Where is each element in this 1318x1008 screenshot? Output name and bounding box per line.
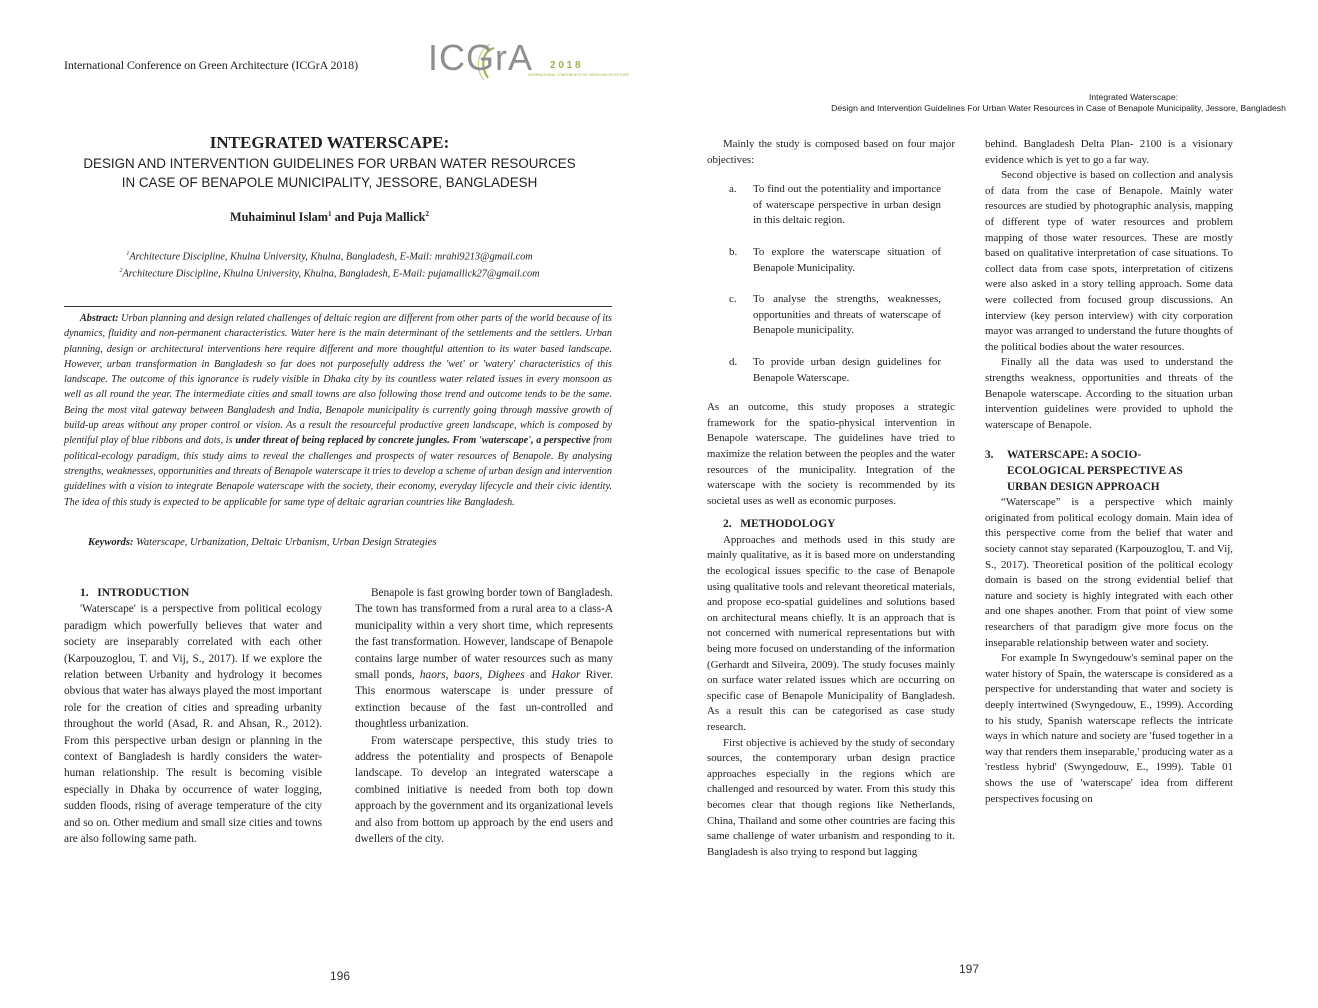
benapole-text-b: River. This enormous waterscape is under pressure of extinction because of the fast un-controlled and thoughtless urbanization. [355,669,613,731]
affiliation-text: Architecture Discipline, Khulna University, Khulna, Bangladesh, E-Mail: pujamallick27@gmail.com [122,268,540,280]
delta-plan-paragraph: behind. Bangladesh Delta Plan- 2100 is a visionary evidence which is yet to go a far way. [985,138,1233,166]
abstract-rule [64,306,612,307]
methodology-paragraph-2: First objective is achieved by the study of secondary sources, the contemporary urban design practice approaches especially in the regions which are challenged and resourced by water. From this study this becomes clear that though regions like Netherlands, China, Thailand and some other countries are facing this same challenge of water urbanism and responding to it. Bangladesh is also trying to respond but lagging [707,736,955,858]
body-column-3 [707,137,955,860]
abstract-label: Abstract: [80,313,119,324]
logo-wordmark: ICGrA [428,37,534,78]
objective-text: To analyse the strengths, weaknesses, opportunities and threats of waterscape of Benapole municipality. [753,293,941,337]
benapole-text-a: Benapole is fast growing border town of Bangladesh. The town has transformed from a rural area to a class-A municipality within a very short time, which represents the fast transformation. However, landscape of Benapole contains large number of water resources such as many small ponds, [355,587,613,682]
affiliation-sup: 2 [119,268,123,275]
objective-item [707,292,955,339]
keywords-label: Keywords: [88,537,134,548]
running-head-subtitle: Design and Intervention Guidelines For Urban Water Resources in Case of Benapole Municipality, Jessore, Bangladesh [831,103,1286,113]
objective-text: To explore the waterscape situation of Benapole Municipality. [753,245,941,274]
paper-subtitle [0,154,659,192]
page-number-right: 197 [959,962,980,976]
intro-paragraph: 'Waterscape' is a perspective from political ecology paradigm which powerfully believes that water and society are inseparably correlated with each other (Karpouzoglou, T. and Vij, S., 2017). If we explore the relation between Urbanity and hydrology it becomes obvious that water has always played the most important role for the creation of cities and spreading urbanity throughout the world (Asad, R. and Ahsan, R., 2012). From this perspective urban design or planning in the context of Bangladesh is hardly considers the water-human relationship. The result is becoming visible especially in Dhaka by occurrence of water logging, sudden floods, rising of average temperature of the city and so on. Other medium and small size cities and towns are also following same path. [64,603,322,846]
author-1: Muhaiminul Islam [229,210,329,225]
section-number: 3. [985,449,994,462]
affiliation-sup: 1 [126,251,130,257]
running-head-title: Integrated Waterscape: [1088,92,1178,102]
section-heading-text [1007,447,1183,495]
body-column-1 [64,585,322,848]
subtitle-line: IN CASE OF BENAPOLE MUNICIPALITY, JESSORE, BANGLADESH [121,175,538,190]
right-page [659,0,1318,1008]
objective-letter: b. [729,245,738,258]
conjunction: and [524,669,552,682]
objective-item [707,245,955,276]
section-heading-waterscape [985,447,1233,495]
swyngedouw-paragraph: For example In Swyngedouw's seminal paper on the water history of Spain, the waterscape is considered as a perspective for understanding that water and society is deeply intertwined (Swyngedouw, E., 1999). According to his study, Spanish waterscape reflects the intricate ways in which nature and society are 'fused together in a way that renders them inseparable,' producing water as a 'restless hybrid' (Swyngedouw, E., 1999). Table 01 shows the use of 'waterscape' idea from different perspectives focusing on [985,652,1233,805]
objective-letter: d. [729,355,738,368]
conference-header: International Conference on Green Architecture (ICGrA 2018) [64,58,358,72]
body-column-2 [355,585,613,848]
author-line [0,210,659,225]
methodology-paragraph-1: Approaches and methods used in this study are mainly qualitative, as it is based more on understanding the ecological issues specific to the case of Benapole using qualitative tools and relevant theoretical materials, and propose eco-spatial guidelines and solutions based on architectural means chiefly. It is an approach that is not concerned with numerical representations but with being more focused on understanding of the information (Gerhardt and Silveira, 2009). The study focuses mainly on surface water related issues which are occurring on specific case of Benapole Municipality of Bangladesh. As a result this can be categorised as case study research. [707,533,955,733]
logo-year: 2 0 1 8 [550,60,581,71]
abstract-text-2: from political-ecology paradigm, this study aims to reveal the challenges and prospects of water resources of Benapole. By analysing strengths, weaknesses, opportunities and threats of Benapole waterscape it tries to develop a scheme of urban design and intervention guidelines with a vision to integrate Benapole waterscape with the society, their economy, everyday lifecycle and their civic identity. The idea of this study is expected to be applicable for same type of deltaic agrarian countries like Bangladesh. [64,435,612,508]
water-body-names: haors, baors, Dighees [419,669,525,682]
river-name: Hakor [551,669,581,682]
objective-item [707,182,955,229]
benapole-paragraph [355,585,613,733]
waterscape-paragraph: From waterscape perspective, this study tries to address the potentiality and prospects of Benapole landscape. To develop an integrated waterscape a combined initiative is needed from both top down approach by the government and its organizational levels and also from bottom up approach by the end users and dwellers of the city. [355,734,613,846]
objective-letter: c. [729,293,737,306]
subtitle-line: DESIGN AND INTERVENTION GUIDELINES FOR URBAN WATER RESOURCES [83,156,576,171]
second-objective-paragraph: Second objective is based on collection and analysis of data from the case of Benapole. Mainly water resources are studied by photographic analysis, mapping of different type of water resources and problem mapping of those water resources. These are mostly based on qualitative interpretation of case situations. To collect data from case spots, interpretation of citizens were also asked in a story telling approach. Some data were collected from focused group discussions. An interview (key person interview) with city corporation mayor was arranged to understand the future thoughts of the political bodies about the water resources. [985,169,1233,353]
affiliation-1 [0,247,659,264]
section-heading-methodology: 2. METHODOLOGY [723,518,836,531]
heading-line: URBAN DESIGN APPROACH [1007,481,1160,494]
keywords [88,537,608,548]
affiliations [0,247,659,282]
objective-text: To find out the potentiality and importance of waterscape perspective in urban design in this deltaic region. [753,183,941,227]
objectives-intro: Mainly the study is composed based on four major objectives: [707,138,955,166]
affiliation-2 [0,264,659,281]
logo-subtitle: INTERNATIONAL CONFERENCE ON GREEN ARCHITECTURE [528,73,629,77]
abstract-paragraph [64,311,612,510]
abstract-bold: under threat of being replaced by concrete jungles. From 'waterscape', a perspective [235,435,591,447]
objective-item [707,355,955,386]
author-2-sup: 2 [425,210,430,218]
page-number-left: 196 [330,969,351,983]
author-1-sup: 1 [328,210,332,218]
author-2: Puja Mallick [357,210,426,225]
heading-line: ECOLOGICAL PERSPECTIVE AS [1007,465,1183,478]
section-heading-introduction: 1. INTRODUCTION [80,587,190,599]
body-column-4 [985,137,1233,807]
affiliation-text: Architecture Discipline, Khulna University, Khulna, Bangladesh, E-Mail: mrahi9213@gmail.com [129,251,533,263]
conference-logo [428,36,629,86]
author-and: and [331,210,358,225]
objective-letter: a. [729,183,737,196]
abstract [64,311,612,510]
waterscape-definition-paragraph: “Waterscape” is a perspective which mainly originated from political ecology domain. Main idea of this perspective come from the belief that water and society cannot stay separated (Karpouzoglou, T. and Vij, S., 2017). Theoretical position of the political ecology domain is based on the strong evidential belief that nature and society is highly integrated with each other and one shapes another. From that point of view some researchers of that paradigm give more focus on the inseparable relationship between water and society. [985,496,1233,649]
abstract-text-1: Urban planning and design related challenges of deltaic region are different from other parts of the world because of its dynamics, fluidity and non-permanent characteristics. Water here is the main determinant of the settlements and the settlers. Urban planning, design or architectural interventions here require different and more thoughtful attention to its water based landscape. However, urban transformation in Bangladesh so far does not purposefully address the 'wet' or 'watery' characteristics of this landscape. The outcome of this ignorance is rudely visible in Dhaka city by its countless water related issues in every monsoon as well as all round the year. The intermediate cities and small towns are also following those trend and outcome tends to be the same. Being the most vital gateway between Bangladesh and India, Benapole municipality is currently going through massive growth of build-up areas without any proper control or vision. As a result the resourceful productive green landscape, which is composed by plentiful play of blue ribbons and dots, is [64,313,613,447]
paper-title: INTEGRATED WATERSCAPE: [209,133,450,152]
outcome-paragraph: As an outcome, this study proposes a strategic framework for the spatio-physical intervention in Benapole waterscape. The guidelines have tried to maximize the relation between the peoples and the water resources of the municipality. Integration of the waterscape with the society is recommended by its societal uses as well as economic purposes. [707,401,955,507]
running-head [659,92,1318,114]
keywords-text: Waterscape, Urbanization, Deltaic Urbanism, Urban Design Strategies [136,537,437,548]
final-data-paragraph: Finally all the data was used to understand the strengths weakness, opportunities and threats of the Benapole waterscape. According to the situation urban intervention guidelines were provided to uphold the waterscape of Benapole. [985,356,1233,431]
objective-text: To provide urban design guidelines for Benapole Waterscape. [753,355,941,384]
heading-line: WATERSCAPE: A SOCIO- [1007,449,1142,462]
